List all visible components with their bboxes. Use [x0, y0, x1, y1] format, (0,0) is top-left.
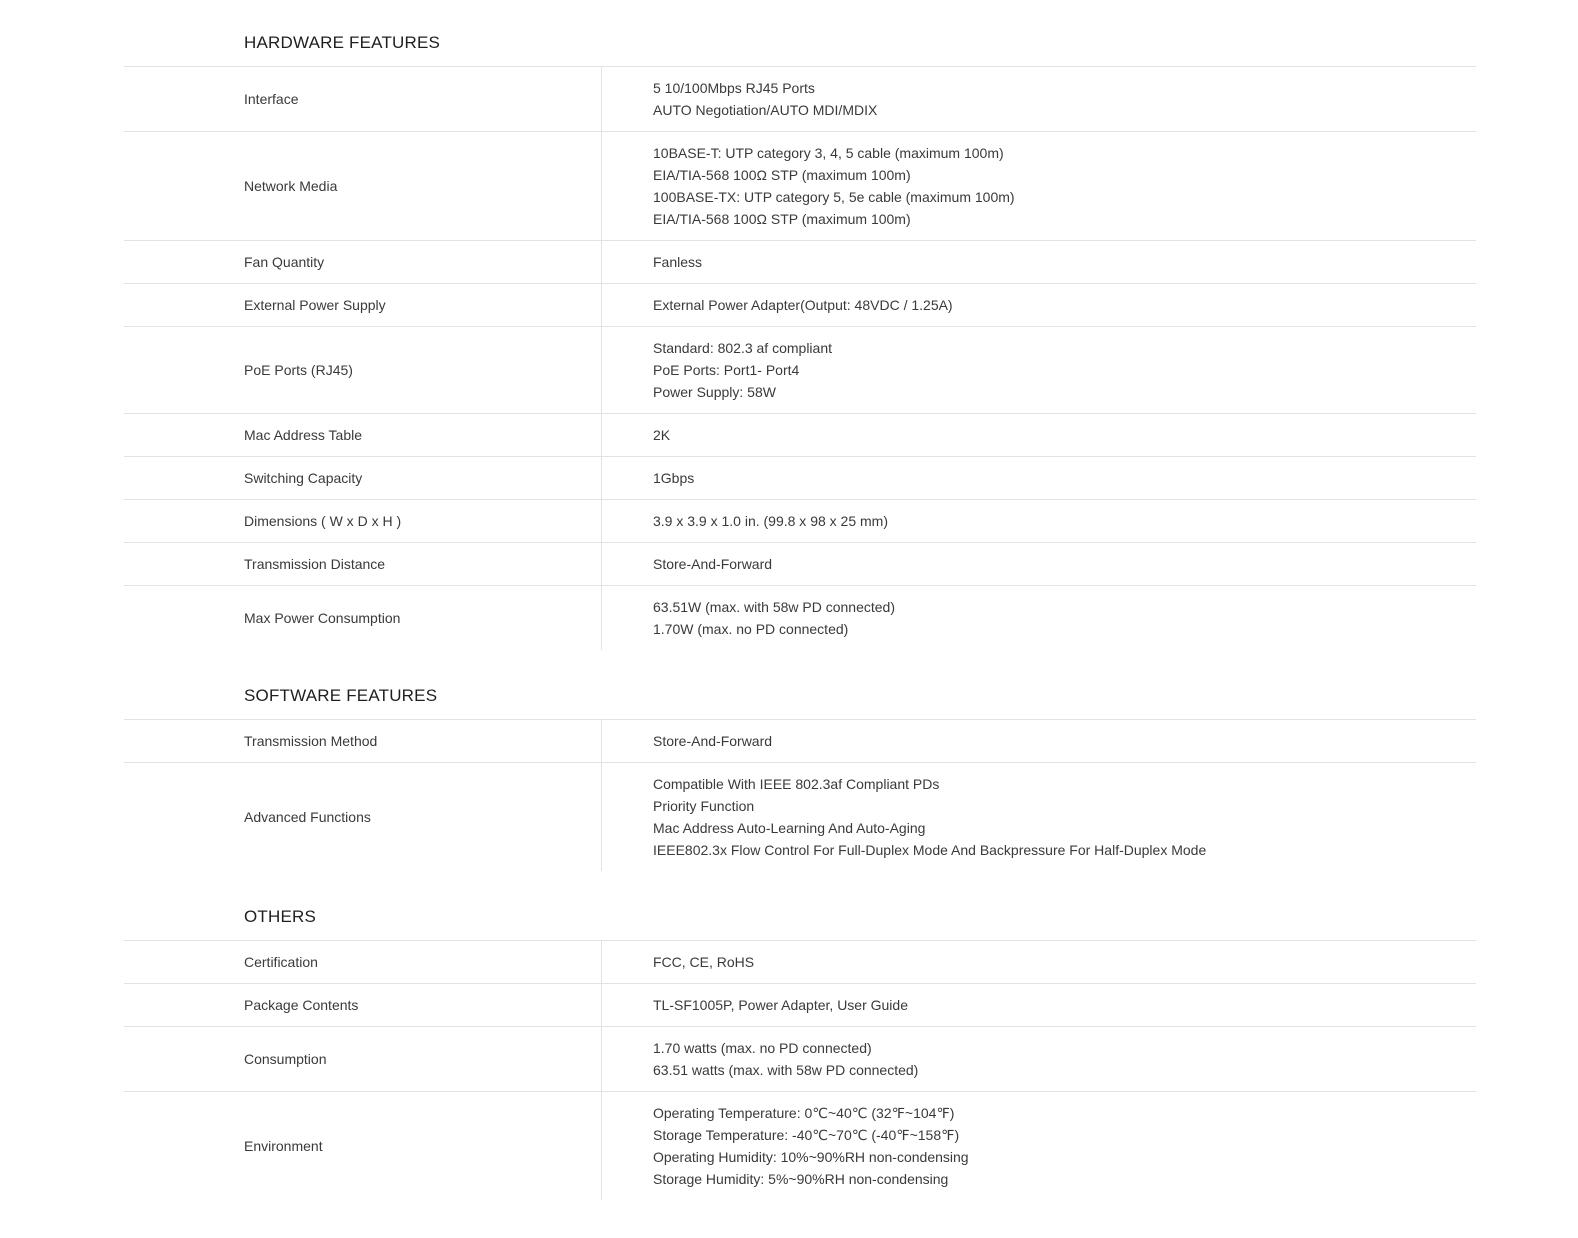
- spec-label: Transmission Distance: [124, 543, 602, 585]
- spec-value: [602, 1027, 1476, 1091]
- spec-value-line: Storage Humidity: 5%~90%RH non-condensing: [653, 1171, 949, 1187]
- spec-value-line: AUTO Negotiation/AUTO MDI/MDIX: [653, 102, 878, 118]
- spec-value: [602, 1092, 1476, 1200]
- spec-value: [602, 763, 1476, 871]
- spec-value: [602, 241, 1476, 283]
- spec-value-line: Storage Temperature: -40℃~70℃ (-40℉~158℉): [653, 1127, 960, 1143]
- spec-row-external-power-supply: [124, 284, 1476, 327]
- spec-value-line: IEEE802.3x Flow Control For Full-Duplex Mode And Backpressure For Half-Duplex Mode: [653, 842, 1207, 858]
- spec-row-consumption: [124, 1027, 1476, 1092]
- spec-value: [602, 586, 1476, 650]
- spec-value-line: Power Supply: 58W: [653, 384, 776, 400]
- spec-label: Interface: [124, 67, 602, 131]
- spec-label: Mac Address Table: [124, 414, 602, 456]
- spec-label: Dimensions ( W x D x H ): [124, 500, 602, 542]
- spec-value-line: FCC, CE, RoHS: [653, 954, 755, 970]
- spec-row-transmission-method: [124, 720, 1476, 763]
- section-title: HARDWARE FEATURES: [124, 0, 1476, 67]
- spec-value: [602, 457, 1476, 499]
- spec-value: [602, 720, 1476, 762]
- spec-value-line: Operating Humidity: 10%~90%RH non-condensing: [653, 1149, 969, 1165]
- spec-value-line: 10BASE-T: UTP category 3, 4, 5 cable (maximum 100m): [653, 145, 1004, 161]
- spec-table: [124, 67, 1476, 650]
- spec-label: PoE Ports (RJ45): [124, 327, 602, 413]
- spec-label: Fan Quantity: [124, 241, 602, 283]
- spec-label: Max Power Consumption: [124, 586, 602, 650]
- spec-page: [124, 0, 1476, 1200]
- spec-label: External Power Supply: [124, 284, 602, 326]
- spec-row-max-power-consumption: [124, 586, 1476, 650]
- section-title: OTHERS: [124, 871, 1476, 941]
- spec-value-line: Priority Function: [653, 798, 755, 814]
- spec-row-poe-ports: [124, 327, 1476, 414]
- spec-value-line: EIA/TIA-568 100Ω STP (maximum 100m): [653, 167, 911, 183]
- spec-value-line: Mac Address Auto-Learning And Auto-Aging: [653, 820, 926, 836]
- spec-value: [602, 500, 1476, 542]
- spec-label: Switching Capacity: [124, 457, 602, 499]
- spec-row-interface: [124, 67, 1476, 132]
- section-software-features: [124, 650, 1476, 871]
- spec-value: [602, 284, 1476, 326]
- spec-row-dimensions: [124, 500, 1476, 543]
- spec-label: Advanced Functions: [124, 763, 602, 871]
- spec-row-transmission-distance: [124, 543, 1476, 586]
- spec-value-line: Operating Temperature: 0℃~40℃ (32℉~104℉): [653, 1105, 955, 1121]
- spec-value: [602, 984, 1476, 1026]
- spec-value-line: Store-And-Forward: [653, 733, 773, 749]
- spec-table: [124, 941, 1476, 1200]
- spec-value-line: 100BASE-TX: UTP category 5, 5e cable (maximum 100m): [653, 189, 1015, 205]
- spec-value: [602, 414, 1476, 456]
- section-others: [124, 871, 1476, 1200]
- spec-value: [602, 543, 1476, 585]
- spec-value-line: Standard: 802.3 af compliant: [653, 340, 833, 356]
- spec-value-line: 3.9 x 3.9 x 1.0 in. (99.8 x 98 x 25 mm): [653, 513, 888, 529]
- spec-value-line: Fanless: [653, 254, 703, 270]
- spec-value-line: PoE Ports: Port1- Port4: [653, 362, 800, 378]
- spec-row-certification: [124, 941, 1476, 984]
- spec-label: Package Contents: [124, 984, 602, 1026]
- spec-row-mac-address-table: [124, 414, 1476, 457]
- spec-value-line: 63.51 watts (max. with 58w PD connected): [653, 1062, 919, 1078]
- spec-row-fan-quantity: [124, 241, 1476, 284]
- spec-row-environment: [124, 1092, 1476, 1200]
- spec-table: [124, 720, 1476, 871]
- section-hardware-features: [124, 0, 1476, 650]
- spec-value-line: 1.70 watts (max. no PD connected): [653, 1040, 872, 1056]
- spec-value-line: External Power Adapter(Output: 48VDC / 1.25A): [653, 297, 953, 313]
- spec-value-line: 5 10/100Mbps RJ45 Ports: [653, 80, 815, 96]
- spec-row-package-contents: [124, 984, 1476, 1027]
- spec-value-line: TL-SF1005P, Power Adapter, User Guide: [653, 997, 908, 1013]
- spec-value-line: Store-And-Forward: [653, 556, 773, 572]
- spec-row-switching-capacity: [124, 457, 1476, 500]
- section-title: SOFTWARE FEATURES: [124, 650, 1476, 720]
- spec-label: Certification: [124, 941, 602, 983]
- spec-value: [602, 67, 1476, 131]
- spec-value-line: 2K: [653, 427, 671, 443]
- spec-label: Transmission Method: [124, 720, 602, 762]
- spec-value-line: Compatible With IEEE 802.3af Compliant PDs: [653, 776, 940, 792]
- spec-label: Network Media: [124, 132, 602, 240]
- spec-row-network-media: [124, 132, 1476, 241]
- spec-value: [602, 132, 1476, 240]
- spec-value: [602, 327, 1476, 413]
- spec-value-line: 1Gbps: [653, 470, 695, 486]
- spec-value: [602, 941, 1476, 983]
- spec-value-line: 63.51W (max. with 58w PD connected): [653, 599, 895, 615]
- spec-value-line: EIA/TIA-568 100Ω STP (maximum 100m): [653, 211, 911, 227]
- spec-value-line: 1.70W (max. no PD connected): [653, 621, 849, 637]
- spec-label: Consumption: [124, 1027, 602, 1091]
- spec-row-advanced-functions: [124, 763, 1476, 871]
- spec-label: Environment: [124, 1092, 602, 1200]
